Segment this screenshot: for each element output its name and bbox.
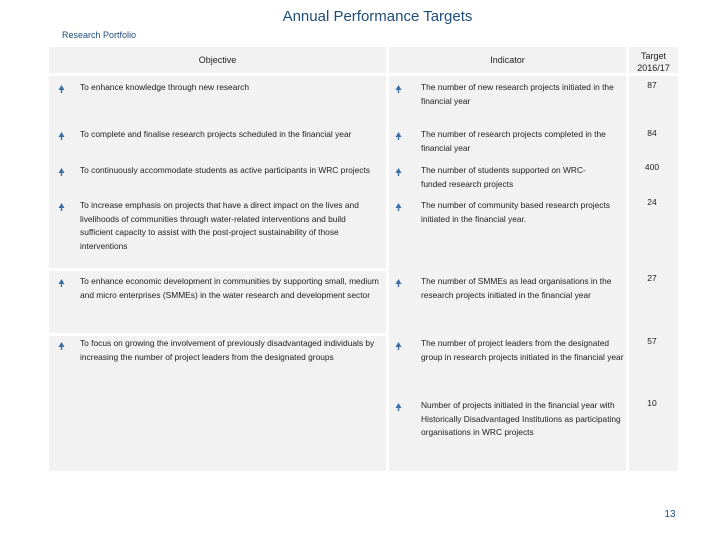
row-divider bbox=[49, 333, 386, 336]
tree-bullet-icon bbox=[395, 168, 402, 176]
column-divider bbox=[386, 47, 389, 471]
target-cell: 84 bbox=[647, 128, 657, 138]
indicator-cell: The number of research projects completed in the financial year bbox=[421, 129, 606, 153]
page-title: Annual Performance Targets bbox=[282, 8, 473, 25]
page-number: 13 bbox=[664, 509, 676, 520]
tree-bullet-icon bbox=[58, 85, 65, 93]
tree-bullet-icon bbox=[58, 168, 65, 176]
objective-cell: To increase emphasis on projects that have a direct impact on the lives and livelihoods of communities through water-related interventions and build sufficient capacity to assist with the post-project sustainability of those interventions bbox=[80, 200, 359, 251]
tree-bullet-icon bbox=[395, 85, 402, 93]
target-cell: 87 bbox=[647, 80, 657, 90]
tree-bullet-icon bbox=[395, 342, 402, 350]
objective-cell: To continuously accommodate students as active participants in WRC projects bbox=[80, 165, 370, 175]
tree-bullet-icon bbox=[395, 403, 402, 411]
header-objective-label: Objective bbox=[198, 55, 237, 65]
header-objective bbox=[49, 47, 386, 73]
header-target bbox=[629, 47, 678, 73]
tree-bullet-icon bbox=[395, 203, 402, 211]
row-divider bbox=[49, 268, 386, 271]
section-subtitle: Research Portfolio bbox=[62, 30, 137, 40]
tree-bullet-icon bbox=[395, 279, 402, 287]
tree-bullet-icon bbox=[395, 132, 402, 140]
indicator-cell: The number of new research projects initiated in the financial year bbox=[421, 82, 614, 106]
indicator-cell: The number of students supported on WRC-funded research projects bbox=[421, 165, 586, 189]
objective-cell: To focus on growing the involvement of previously disadvantaged individuals by increasing the number of project leaders from the designated groups bbox=[80, 338, 375, 362]
tree-bullet-icon bbox=[58, 203, 65, 211]
tree-bullet-icon bbox=[58, 342, 65, 350]
indicator-cell: The number of project leaders from the designated group in research projects initiated in the financial year bbox=[421, 338, 624, 362]
header-indicator-label: Indicator bbox=[490, 55, 525, 65]
target-cell: 10 bbox=[647, 398, 657, 408]
objective-cell: To enhance economic development in communities by supporting small, medium and micro enterprises (SMMEs) in the water research and development sector bbox=[80, 276, 379, 300]
column-divider bbox=[626, 47, 629, 471]
tree-bullet-icon bbox=[58, 132, 65, 140]
tree-bullet-icon bbox=[58, 279, 65, 287]
header-target-label: Target 2016/17 bbox=[637, 51, 670, 73]
indicator-cell: The number of SMMEs as lead organisations in the research projects initiated in the financial year bbox=[421, 276, 612, 300]
target-cell: 27 bbox=[647, 273, 657, 283]
target-cell: 57 bbox=[647, 336, 657, 346]
target-cell: 24 bbox=[647, 197, 657, 207]
objective-cell: To complete and finalise research projects scheduled in the financial year bbox=[80, 129, 352, 139]
indicator-cell: The number of community based research projects initiated in the financial year. bbox=[421, 200, 610, 224]
indicator-cell: Number of projects initiated in the financial year with Historically Disadvantaged Institutions as participating organisations in WRC projects bbox=[421, 400, 621, 437]
target-cell: 400 bbox=[644, 162, 660, 172]
header-indicator bbox=[389, 47, 626, 73]
row-divider bbox=[49, 73, 678, 76]
objective-cell: To enhance knowledge through new research bbox=[80, 82, 250, 92]
